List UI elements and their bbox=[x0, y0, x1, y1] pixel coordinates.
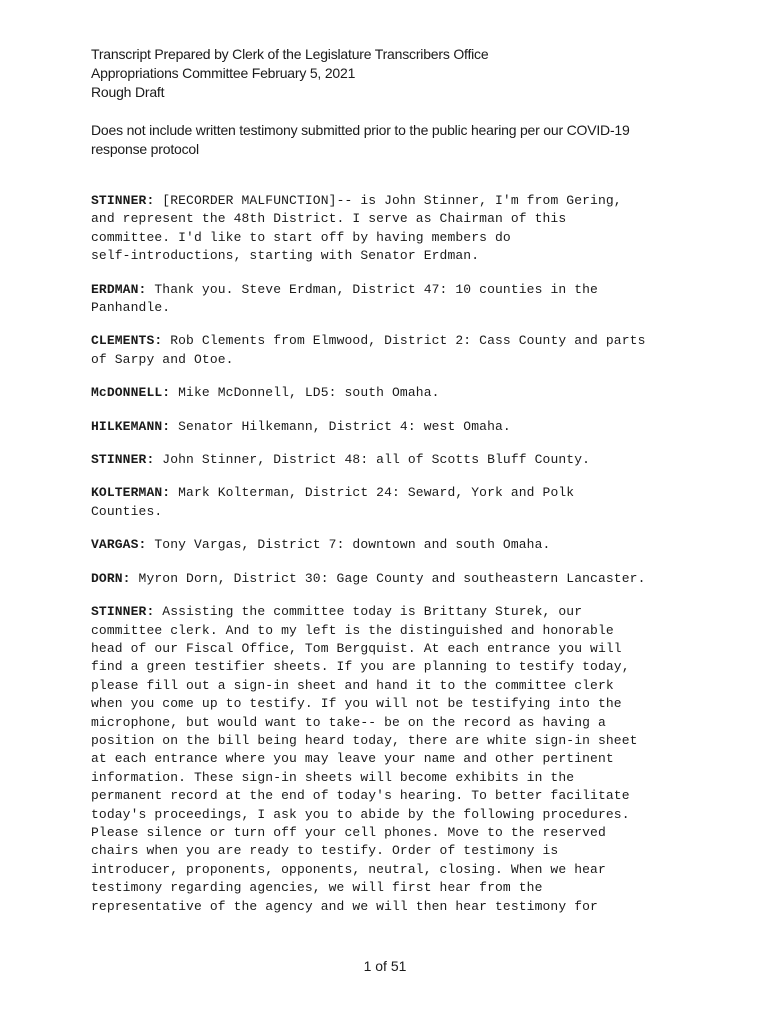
transcript-text: Mark Kolterman, District 24: Seward, York and Polk bbox=[170, 485, 575, 501]
transcript-paragraph bbox=[91, 536, 691, 554]
transcript-text: head of our Fiscal Office, Tom Bergquist. At each entrance you will bbox=[91, 640, 622, 656]
speaker-name: KOLTERMAN: bbox=[91, 485, 171, 501]
speaker-name: STINNER: bbox=[91, 452, 155, 468]
transcript-line bbox=[91, 536, 691, 554]
transcript-line bbox=[91, 281, 691, 299]
transcript-text: committee clerk. And to my left is the distinguished and honorable bbox=[91, 622, 614, 638]
transcript-line bbox=[91, 695, 691, 713]
transcript-line bbox=[91, 677, 691, 695]
transcript-line bbox=[91, 622, 691, 640]
transcript-paragraph bbox=[91, 484, 691, 521]
transcript-text: find a green testifier sheets. If you are planning to testify today, bbox=[91, 659, 630, 675]
transcript-paragraph bbox=[91, 281, 691, 318]
transcript-line bbox=[91, 898, 691, 916]
transcript-text: [RECORDER MALFUNCTION]-- is John Stinner, I'm from Gering, bbox=[154, 193, 622, 208]
transcript-text: introducer, proponents, opponents, neutral, closing. When we hear bbox=[91, 861, 606, 877]
transcript-text: at each entrance where you may leave your name and other pertinent bbox=[91, 751, 614, 767]
transcript-paragraph bbox=[91, 418, 691, 436]
transcript-text: please fill out a sign-in sheet and hand it to the committee clerk bbox=[91, 677, 614, 693]
transcript-text: self-introductions, starting with Senator Erdman. bbox=[91, 248, 480, 264]
transcript-text: permanent record at the end of today's hearing. To better facilitate bbox=[91, 788, 630, 804]
transcript-line bbox=[91, 351, 691, 369]
transcript-line bbox=[91, 332, 691, 350]
transcript-text: chairs when you are ready to testify. Order of testimony is bbox=[91, 843, 559, 859]
transcript-line bbox=[91, 451, 691, 469]
document-header bbox=[91, 45, 488, 102]
transcript-paragraph bbox=[91, 332, 691, 369]
transcript-text: Please silence or turn off your cell phones. Move to the reserved bbox=[91, 824, 606, 840]
transcript-paragraph bbox=[91, 570, 691, 588]
transcript-line bbox=[91, 750, 691, 768]
transcript-paragraph bbox=[91, 603, 691, 916]
speaker-name: ERDMAN: bbox=[91, 281, 147, 297]
speaker-name: DORN: bbox=[91, 570, 131, 586]
header-line-2: Appropriations Committee February 5, 2021 bbox=[91, 65, 356, 81]
transcript-line bbox=[91, 570, 691, 588]
transcript-text: Myron Dorn, District 30: Gage County and southeastern Lancaster. bbox=[130, 570, 646, 586]
transcript-text: position on the bill being heard today, there are white sign-in sheet bbox=[91, 732, 638, 748]
transcript-line bbox=[91, 658, 691, 676]
transcript-text: Assisting the committee today is Brittany Sturek, our bbox=[154, 604, 583, 620]
transcript-line bbox=[91, 247, 691, 265]
transcript-text: today's proceedings, I ask you to abide by the following procedures. bbox=[91, 806, 630, 822]
transcript-line bbox=[91, 861, 691, 879]
transcript-text: committee. I'd like to start off by having members do bbox=[91, 229, 511, 245]
transcript-line bbox=[91, 732, 691, 750]
transcript-line bbox=[91, 603, 691, 621]
transcript-line bbox=[91, 299, 691, 317]
transcript-text: Rob Clements from Elmwood, District 2: Cass County and parts bbox=[162, 333, 646, 349]
transcript-text: testimony regarding agencies, we will first hear from the bbox=[91, 880, 543, 896]
transcript-line bbox=[91, 229, 691, 247]
transcript-text: of Sarpy and Otoe. bbox=[91, 351, 234, 367]
header-line-3: Rough Draft bbox=[91, 84, 165, 100]
transcript-line bbox=[91, 384, 691, 402]
transcript-line bbox=[91, 806, 691, 824]
transcript-line bbox=[91, 484, 691, 502]
transcript-paragraph bbox=[91, 192, 691, 266]
speaker-name: STINNER: bbox=[91, 604, 155, 620]
page-number: 1 of 51 bbox=[363, 958, 407, 974]
header-line-1: Transcript Prepared by Clerk of the Legislature Transcribers Office bbox=[91, 46, 489, 62]
covid-protocol-note: Does not include written testimony submitted prior to the public hearing per our COVID-19 response protocol bbox=[91, 122, 630, 157]
transcript-text: Counties. bbox=[91, 503, 163, 519]
transcript-line bbox=[91, 418, 691, 436]
transcript-text: Mike McDonnell, LD5: south Omaha. bbox=[170, 385, 440, 401]
transcript-paragraph bbox=[91, 384, 691, 402]
transcript-body bbox=[91, 192, 691, 916]
transcript-text: information. These sign-in sheets will become exhibits in the bbox=[91, 769, 575, 785]
transcript-line bbox=[91, 769, 691, 787]
speaker-name: McDONNELL: bbox=[91, 385, 171, 401]
transcript-text: Senator Hilkemann, District 4: west Omaha. bbox=[170, 418, 511, 434]
speaker-name: VARGAS: bbox=[91, 537, 147, 553]
transcript-text: when you come up to testify. If you will not be testifying into the bbox=[91, 696, 622, 712]
transcript-paragraph bbox=[91, 451, 691, 469]
transcript-text: Thank you. Steve Erdman, District 47: 10 counties in the bbox=[146, 281, 598, 297]
transcript-text: and represent the 48th District. I serve as Chairman of this bbox=[91, 211, 567, 227]
speaker-name: CLEMENTS: bbox=[91, 333, 163, 349]
speaker-name: STINNER: bbox=[91, 193, 155, 208]
transcript-line bbox=[91, 879, 691, 897]
transcript-line bbox=[91, 210, 691, 228]
transcript-text: microphone, but would want to take-- be on the record as having a bbox=[91, 714, 606, 730]
transcript-line bbox=[91, 842, 691, 860]
transcript-line bbox=[91, 640, 691, 658]
transcript-line bbox=[91, 787, 691, 805]
transcript-line bbox=[91, 503, 691, 521]
transcript-line bbox=[91, 824, 691, 842]
transcript-line bbox=[91, 714, 691, 732]
transcript-line bbox=[91, 192, 691, 210]
transcript-text: representative of the agency and we will then hear testimony for bbox=[91, 898, 598, 914]
transcript-text: John Stinner, District 48: all of Scotts Bluff County. bbox=[154, 452, 591, 468]
transcript-text: Panhandle. bbox=[91, 300, 171, 316]
speaker-name: HILKEMANN: bbox=[91, 418, 171, 434]
transcript-text: Tony Vargas, District 7: downtown and south Omaha. bbox=[146, 537, 551, 553]
